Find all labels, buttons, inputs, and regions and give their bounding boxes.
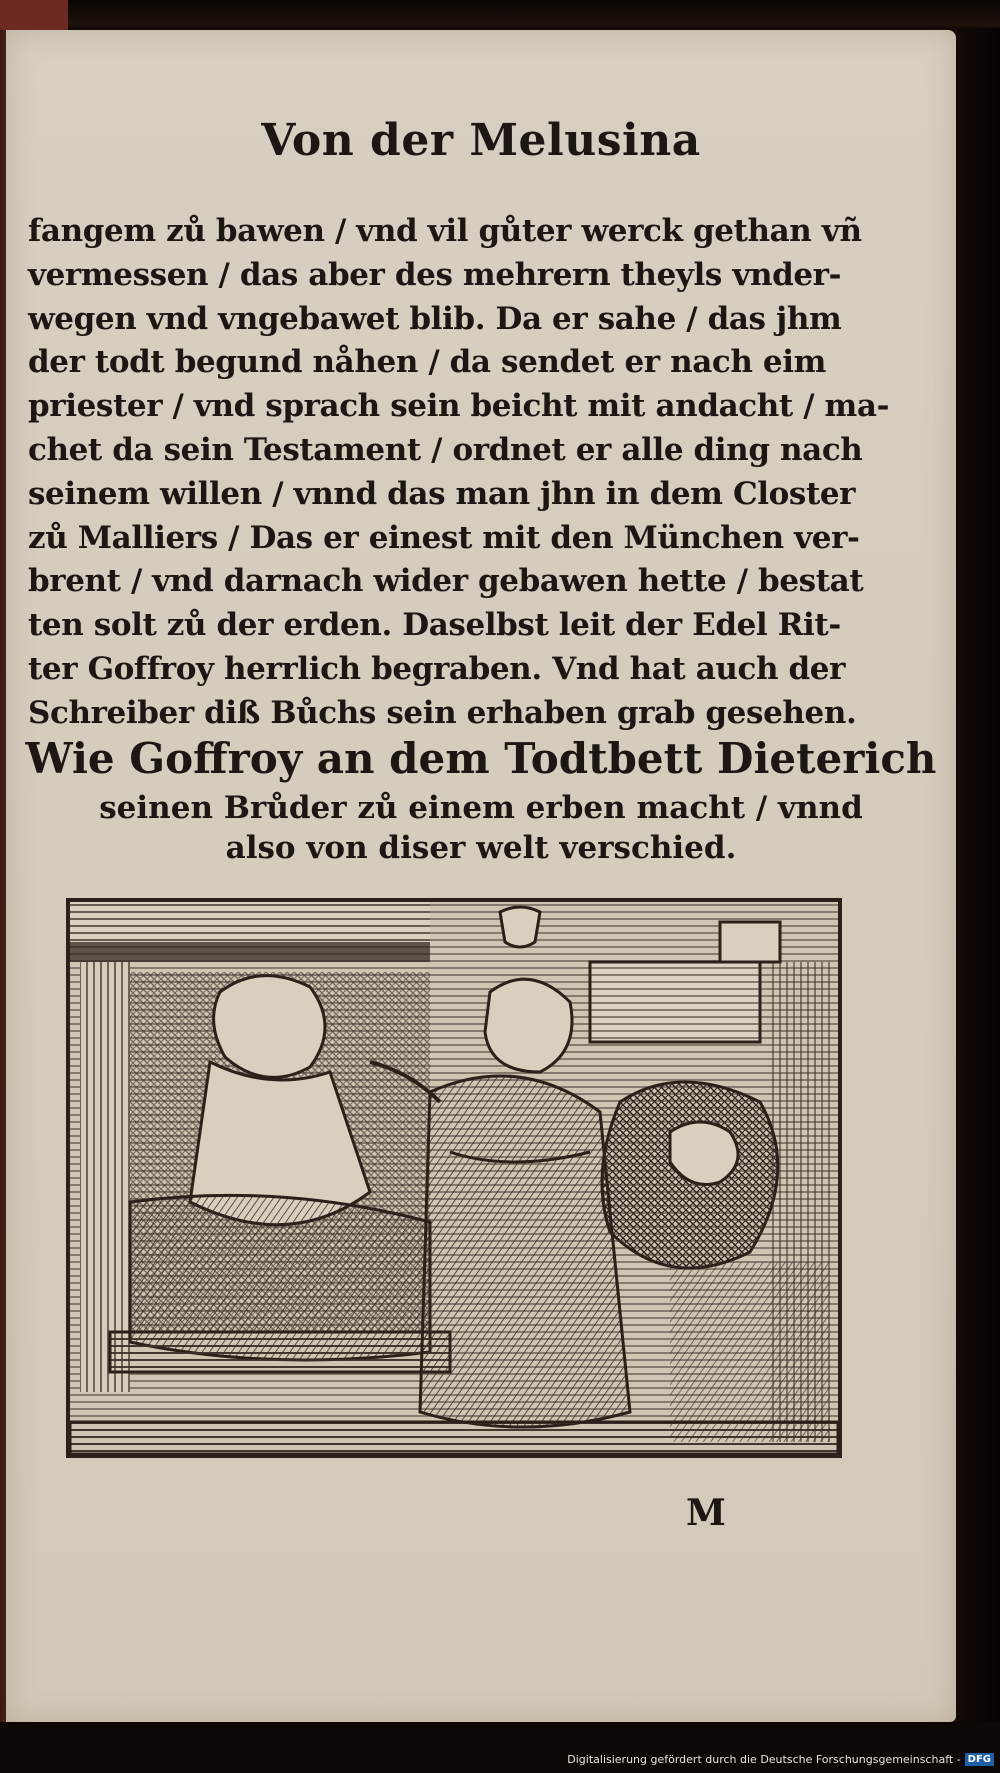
credit-text: Digitalisierung gefördert durch die Deutsche Forschungsgemeinschaft -	[567, 1753, 961, 1766]
digitization-credit	[567, 1753, 994, 1766]
signature-mark: M	[686, 1492, 726, 1534]
top-dark-edge	[0, 0, 1000, 26]
right-dark-edge	[956, 28, 1000, 1728]
body-line: priester / vnd sprach sein beicht mit andacht / ma-	[28, 388, 890, 425]
body-line: zů Malliers / Das er einest mit den München ver-	[28, 519, 860, 556]
body-line: seinem willen / vnnd das man jhn in dem Closter	[28, 475, 856, 512]
body-line: der todt begund nåhen / da sendet er nach eim	[28, 344, 827, 381]
body-line: brent / vnd darnach wider gebawen hette / bestat	[28, 563, 864, 600]
chapter-heading-line: seinen Brůder zů einem erben macht / vnnd	[99, 790, 863, 826]
body-line: ter Goffroy herrlich begraben. Vnd hat auch der	[28, 650, 846, 687]
binding-corner	[0, 0, 68, 30]
body-line: chet da sein Testament / ordnet er alle ding nach	[28, 431, 863, 468]
body-text	[28, 210, 890, 736]
body-line: Schreiber diß Bůchs sein erhaben grab gesehen.	[28, 694, 857, 731]
book-page	[6, 30, 956, 1722]
body-line: fangem zů bawen / vnd vil gůter werck gethan vñ	[28, 213, 862, 249]
woodcut-image	[70, 902, 838, 1454]
chapter-heading-line: also von diser welt verschied.	[225, 830, 737, 866]
body-line: vermessen / das aber des mehrern theyls vnder-	[28, 256, 842, 293]
body-line: ten solt zů der erden. Daselbst leit der Edel Rit-	[28, 607, 841, 644]
running-head: Von der Melusina	[261, 115, 701, 166]
chapter-heading	[6, 730, 956, 868]
dfg-logo: DFG	[965, 1753, 994, 1766]
chapter-heading-line: Wie Goffroy an dem Todtbett Dieterich	[25, 734, 937, 783]
woodcut-illustration	[66, 898, 842, 1458]
body-line: wegen vnd vngebawet blib. Da er sahe / das jhm	[28, 300, 842, 337]
